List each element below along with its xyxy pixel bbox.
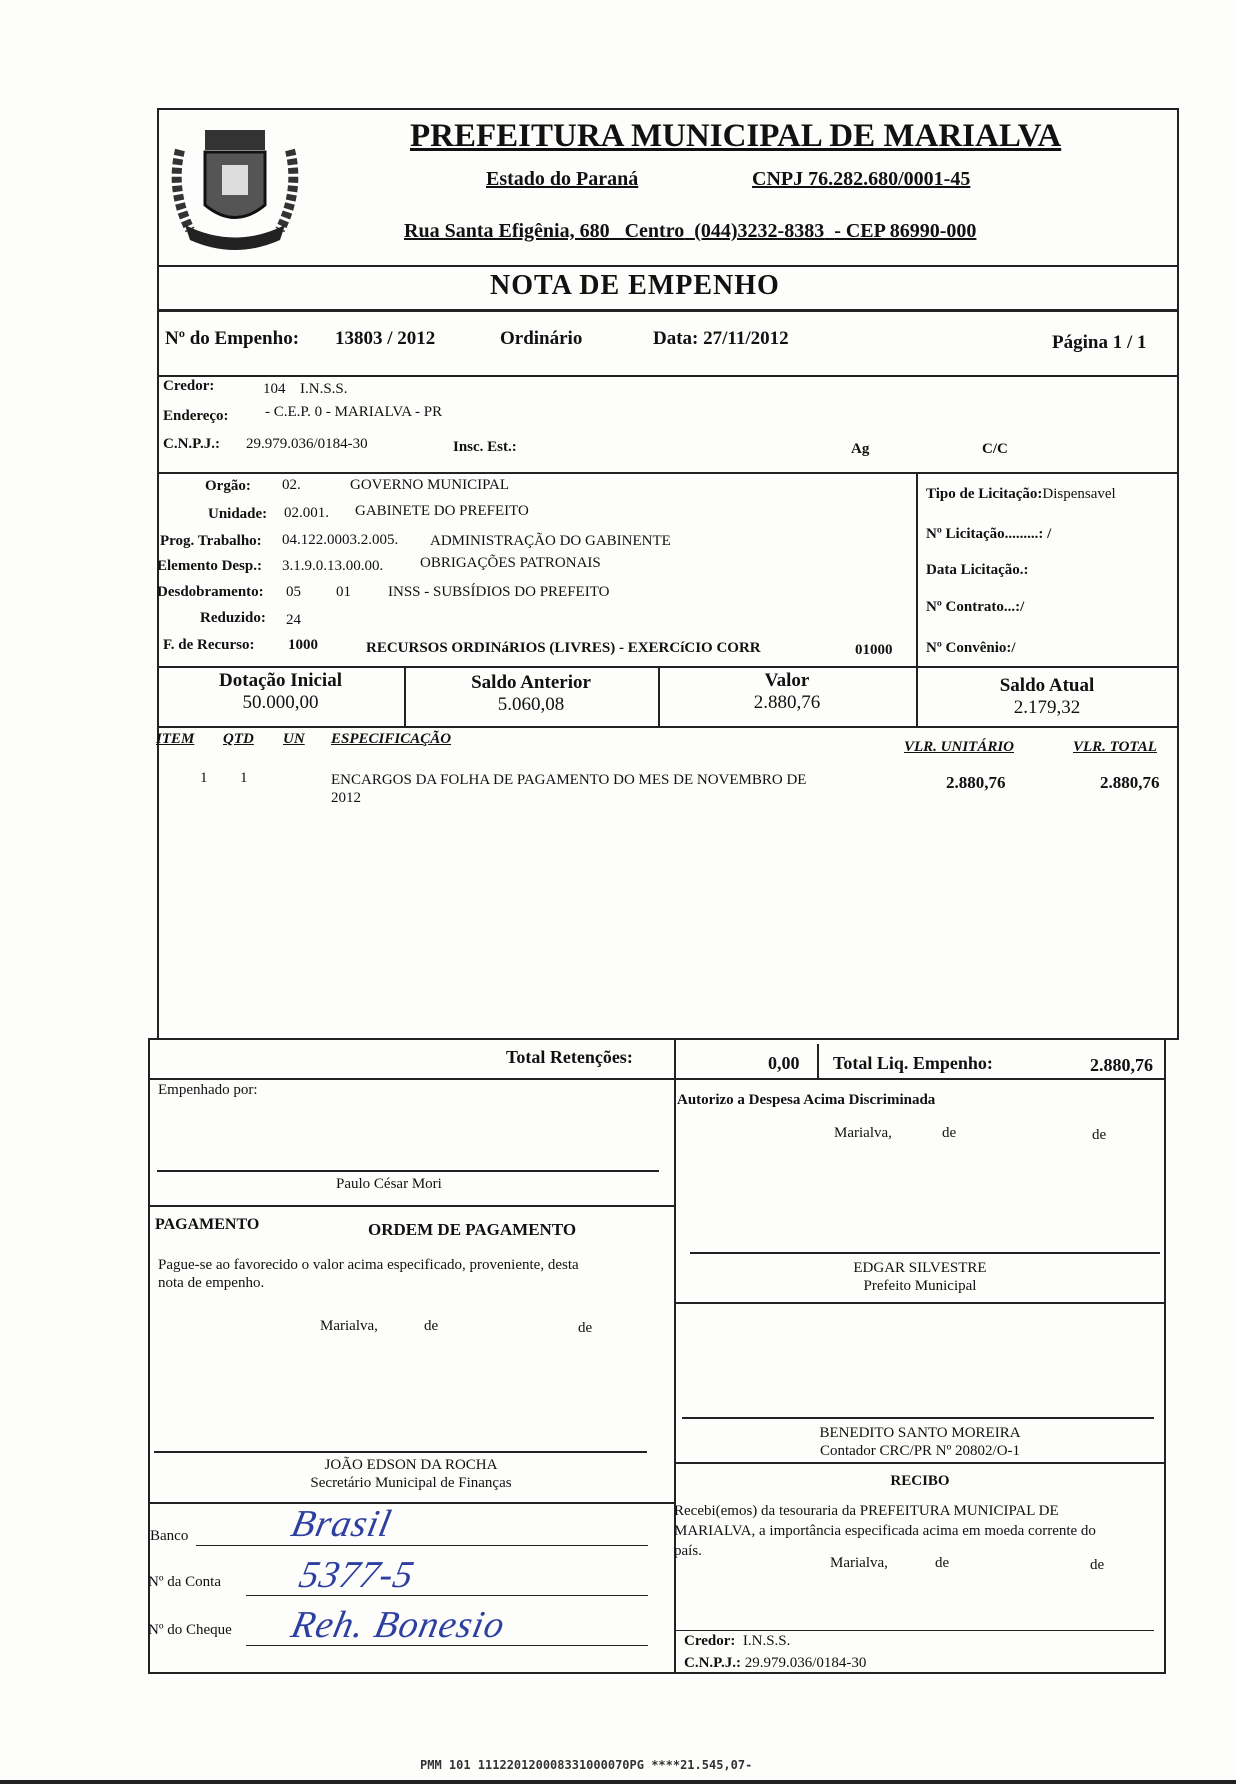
conta-label: Nº da Conta	[148, 1574, 221, 1590]
data-licitacao: Data Licitação.:	[926, 562, 1029, 578]
header-title: PREFEITURA MUNICIPAL DE MARIALVA	[410, 118, 1062, 154]
phone: (044)3232-8383	[694, 220, 825, 242]
elem-code: 3.1.9.0.13.00.00.	[282, 558, 384, 574]
doc-title: NOTA DE EMPENHO	[490, 270, 780, 301]
desd-a: 05	[286, 584, 301, 600]
pagamento-city: Marialva,	[320, 1318, 378, 1334]
page-indicator: Página 1 / 1	[1052, 332, 1147, 353]
recibo-city: Marialva,	[830, 1555, 888, 1571]
contador-signature	[674, 1424, 1166, 1460]
orgao-code: 02.	[282, 477, 301, 493]
pagamento-text-2: nota de empenho.	[158, 1275, 265, 1291]
secretario-signature	[148, 1456, 674, 1492]
saldo-anterior-label: Saldo Anterior	[471, 672, 591, 693]
prefeito-name: EDGAR SILVESTRE	[853, 1260, 987, 1276]
saldo-atual-label: Saldo Atual	[999, 675, 1095, 696]
recibo-cnpj-value: 29.979.036/0184-30	[744, 1655, 867, 1671]
prog: ADMINISTRAÇÃO DO GABINENTE	[430, 533, 671, 549]
empenhado-label: Empenhado por:	[158, 1082, 258, 1098]
credor-label: Credor:	[163, 378, 215, 394]
fonte-num: 01000	[855, 642, 893, 658]
empenho-type: Ordinário	[500, 328, 583, 349]
coat-of-arms	[160, 110, 310, 260]
header-cnpj: CNPJ 76.282.680/0001-45	[752, 168, 971, 190]
empenho-number: 13803 / 2012	[335, 328, 436, 349]
col-total: VLR. TOTAL	[1073, 739, 1157, 755]
credor-address: - C.E.P. 0 - MARIALVA - PR	[265, 404, 443, 420]
row-spec-line1: ENCARGOS DA FOLHA DE PAGAMENTO DO MES DE NOVEMBRO DE	[331, 772, 807, 788]
fonte-label: F. de Recurso:	[163, 637, 255, 653]
pagamento-de2: de	[578, 1320, 593, 1336]
recibo-title: RECIBO	[890, 1473, 950, 1489]
prefeito-role: Prefeito Municipal	[863, 1278, 977, 1294]
row-spec	[331, 771, 806, 807]
recibo-credor-value: I.N.S.S.	[742, 1633, 791, 1649]
col-unit: VLR. UNITÁRIO	[904, 739, 1015, 755]
credor-code: 104	[263, 381, 286, 397]
contador-role: Contador CRC/PR Nº 20802/O-1	[819, 1443, 1021, 1459]
recibo-cnpj	[684, 1655, 866, 1672]
unidade-code: 02.001.	[284, 505, 329, 521]
recibo-text	[674, 1501, 1159, 1561]
desd: INSS - SUBSÍDIOS DO PREFEITO	[388, 584, 610, 600]
unidade-label: Unidade:	[208, 506, 268, 522]
recibo-de2: de	[1090, 1557, 1105, 1573]
empenhado-name: Paulo César Mori	[336, 1176, 442, 1192]
reduzido: 24	[286, 612, 301, 628]
prog-label: Prog. Trabalho:	[160, 533, 262, 549]
cc-label: C/C	[982, 441, 1008, 457]
empenho-number-label: Nº do Empenho:	[165, 328, 300, 349]
total-retencoes-label: Total Retenções:	[506, 1047, 633, 1067]
pagamento-label: PAGAMENTO	[155, 1216, 260, 1233]
header-address	[404, 220, 976, 243]
total-liq-label: Total Liq. Empenho:	[833, 1053, 993, 1073]
unidade: GABINETE DO PREFEITO	[355, 503, 529, 519]
cep: - CEP 86990-000	[834, 220, 977, 242]
num-convenio: Nº Convênio:/	[926, 640, 1016, 656]
street: Rua Santa Efigênia, 680	[404, 220, 610, 242]
ordem-pagamento: ORDEM DE PAGAMENTO	[368, 1220, 577, 1239]
desd-label: Desdobramento:	[157, 584, 264, 600]
saldo-anterior-value: 5.060,08	[497, 694, 565, 715]
recibo-text-2: MARIALVA, a importância especificada acima em moeda corrente do	[674, 1523, 1096, 1539]
header-state: Estado do Paraná	[486, 168, 639, 190]
recibo-credor-label: Credor:	[684, 1633, 736, 1649]
saldo-atual-cell	[916, 675, 1178, 719]
orgao-label: Orgão:	[205, 478, 251, 494]
secretario-name: JOÃO EDSON DA ROCHA	[324, 1457, 498, 1473]
num-licitacao: Nº Licitação.........: /	[926, 526, 1052, 542]
tipo-label: Tipo de Licitação:	[926, 486, 1043, 502]
seal-icon	[160, 110, 310, 260]
row-unit: 2.880,76	[946, 773, 1006, 792]
tipo-licitacao	[926, 486, 1116, 503]
cheque-label: Nº do Cheque	[148, 1622, 232, 1638]
recibo-de1: de	[935, 1555, 950, 1571]
autorizo-de1: de	[942, 1125, 957, 1141]
empenho-date: Data: 27/11/2012	[653, 328, 789, 349]
valor-value: 2.880,76	[753, 692, 821, 713]
prefeito-signature	[674, 1259, 1166, 1295]
desd-b: 01	[336, 584, 351, 600]
cheque-handwriting: Reh. Bonesio	[287, 1604, 509, 1646]
secretario-role: Secretário Municipal de Finanças	[310, 1475, 512, 1491]
ag-label: Ag	[851, 441, 870, 457]
dotacao-cell	[157, 670, 404, 714]
total-retencoes: 0,00	[768, 1053, 800, 1073]
autorizo-label: Autorizo a Despesa Acima Discriminada	[677, 1092, 936, 1108]
credor-name: I.N.S.S.	[300, 381, 348, 397]
footer-code: PMM 101 111220120008331000070PG ****21.545,07-	[420, 1758, 753, 1772]
recibo-cnpj-label: C.N.P.J.:	[684, 1655, 741, 1671]
valor-label: Valor	[764, 670, 810, 691]
credor-cnpj: 29.979.036/0184-30	[246, 436, 368, 452]
elem: OBRIGAÇÕES PATRONAIS	[420, 555, 601, 571]
dotacao-value: 50.000,00	[242, 692, 319, 713]
address-label: Endereço:	[163, 408, 229, 424]
conta-handwriting: 5377-5	[295, 1554, 419, 1596]
reduzido-label: Reduzido:	[200, 610, 266, 626]
elem-label: Elemento Desp.:	[157, 558, 262, 574]
tipo-value: Dispensavel	[1042, 486, 1116, 502]
col-qtd: QTD	[223, 731, 254, 747]
col-spec: ESPECIFICAÇÃO	[331, 731, 452, 747]
recibo-credor	[684, 1633, 790, 1650]
dotacao-label: Dotação Inicial	[219, 670, 342, 691]
district: Centro	[624, 220, 685, 242]
fonte: RECURSOS ORDINáRIOS (LIVRES) - EXERCíCIO CORR	[366, 640, 761, 656]
saldo-anterior-cell	[404, 672, 658, 716]
pagamento-text-1: Pague-se ao favorecido o valor acima especificado, proveniente, desta	[158, 1257, 579, 1273]
recibo-text-1: Recebi(emos) da tesouraria da PREFEITURA MUNICIPAL DE	[674, 1503, 1059, 1519]
banco-handwriting: Brasil	[287, 1503, 396, 1545]
num-contrato: Nº Contrato...:/	[926, 599, 1025, 615]
autorizo-city: Marialva,	[834, 1125, 892, 1141]
saldo-atual-value: 2.179,32	[1013, 697, 1081, 718]
row-spec-line2: 2012	[331, 790, 361, 806]
prog-code: 04.122.0003.2.005.	[282, 532, 399, 548]
pagamento-de1: de	[424, 1318, 439, 1334]
row-qtd: 1	[240, 770, 248, 786]
autorizo-de2: de	[1092, 1127, 1107, 1143]
insc-label: Insc. Est.:	[453, 439, 517, 455]
col-item: ITEM	[156, 731, 195, 747]
row-total: 2.880,76	[1100, 773, 1160, 792]
row-item: 1	[200, 770, 208, 786]
banco-label: Banco	[150, 1528, 189, 1544]
valor-cell	[658, 670, 916, 714]
total-liq: 2.880,76	[1090, 1055, 1153, 1075]
contador-name: BENEDITO SANTO MOREIRA	[819, 1425, 1021, 1441]
cnpj-label: C.N.P.J.:	[163, 436, 220, 452]
col-un: UN	[283, 731, 305, 747]
orgao: GOVERNO MUNICIPAL	[350, 477, 510, 493]
recibo-text-3: país.	[674, 1543, 702, 1559]
pagamento-text	[158, 1256, 579, 1292]
fonte-code: 1000	[288, 637, 318, 653]
